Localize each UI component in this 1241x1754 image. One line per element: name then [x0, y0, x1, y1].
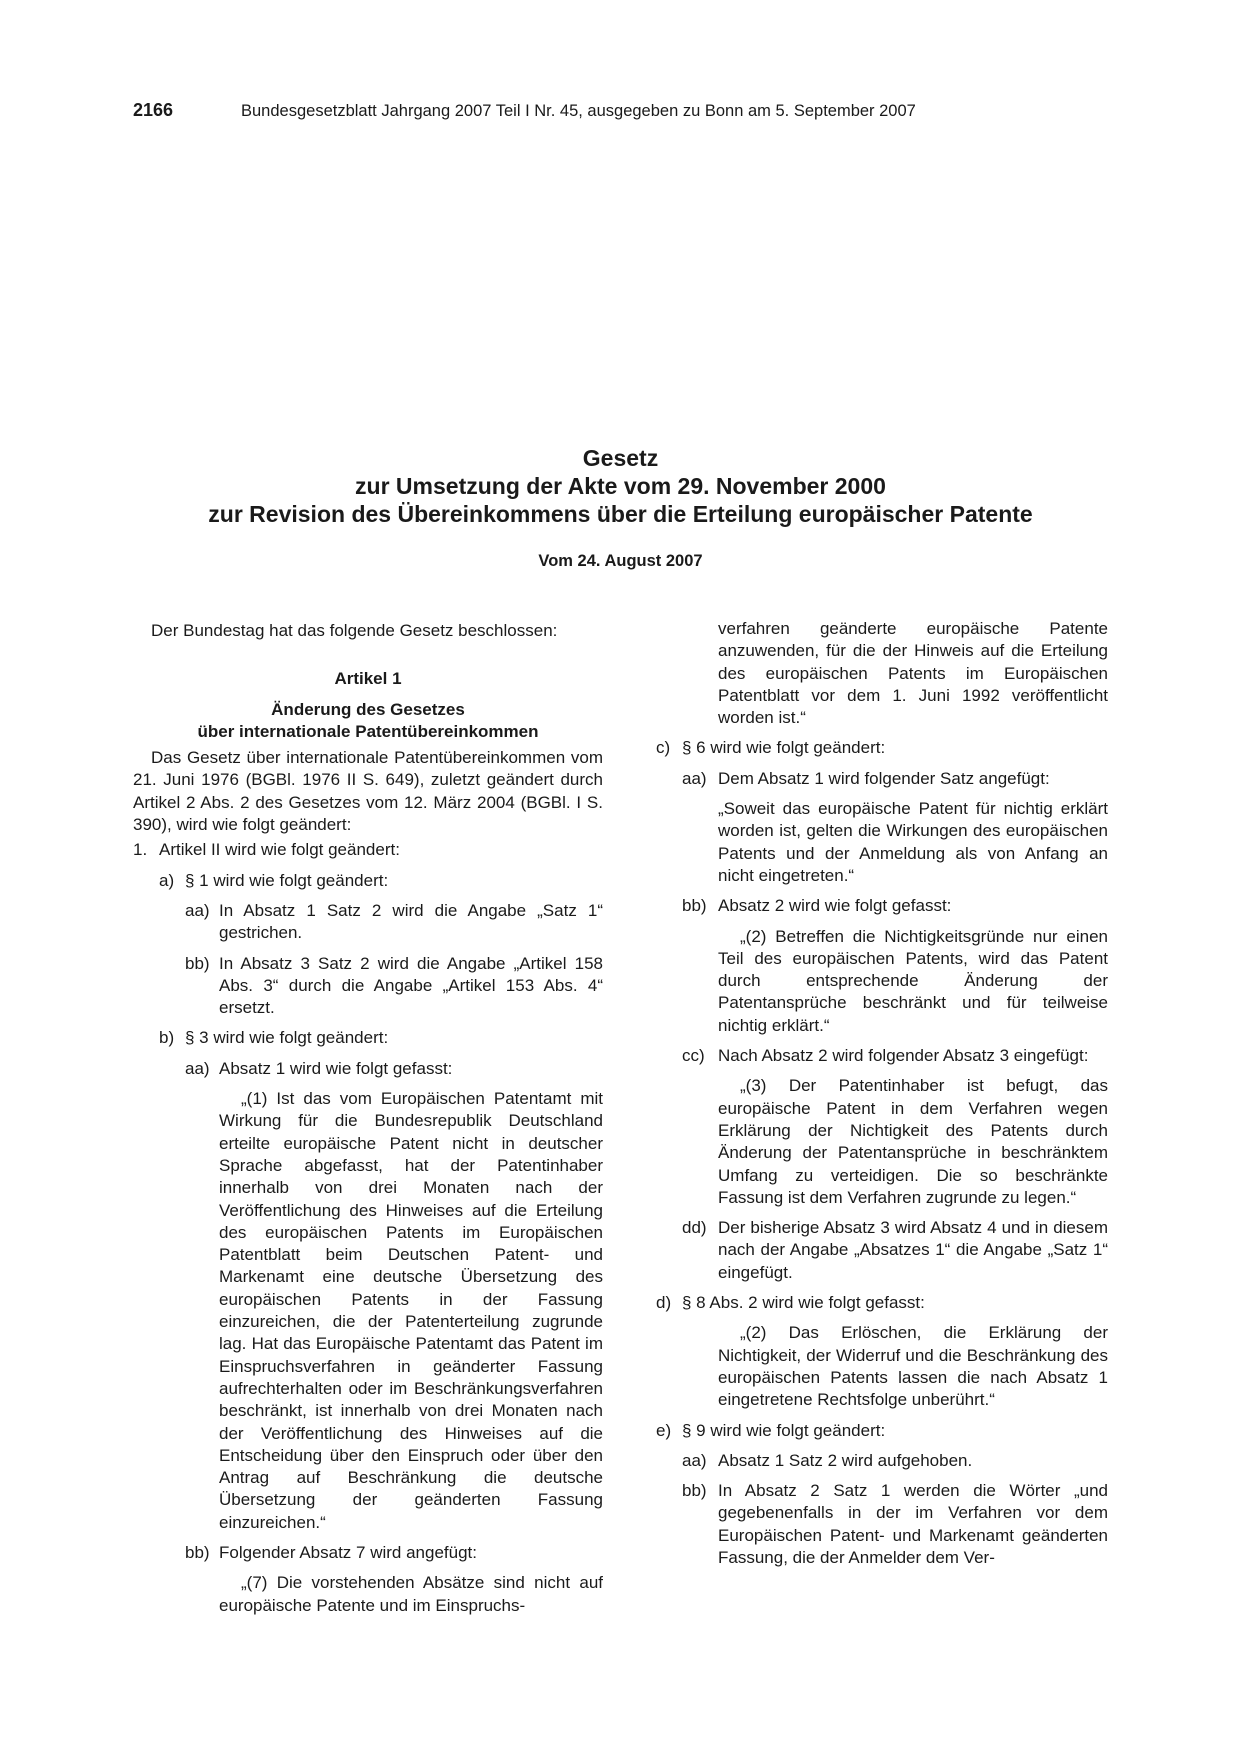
quoted-paragraph: „(2) Betreffen die Nichtigkeitsgründe nur einen Teil des europäischen Patents, wird das Patent durch entsprechende Änderung der Patentansprüche beschränkt und für teilweise nichtig erklärt.“	[718, 926, 1108, 1035]
article-heading: Artikel 1	[334, 669, 402, 689]
list-marker: aa)	[682, 1450, 707, 1470]
list-marker: c)	[656, 738, 671, 758]
law-title-line-1: Gesetz	[582, 445, 659, 471]
list-item-a-bb	[133, 953, 603, 1020]
list-marker: d)	[656, 1293, 672, 1313]
list-item-text: Nach Absatz 2 wird folgender Absatz 3 eingefügt:	[718, 1046, 1089, 1066]
list-item-text: Absatz 1 Satz 2 wird aufgehoben.	[718, 1450, 973, 1470]
list-item-text: § 1 wird wie folgt geändert:	[185, 870, 389, 890]
quoted-paragraph: „(2) Das Erlöschen, die Erklärung der Nichtigkeit, der Widerruf und die Beschränkung des europäischen Patents lassen die nach Absatz 1 eingetretene Rechtsfolge unberührt.“	[718, 1323, 1108, 1410]
list-item-text: § 6 wird wie folgt geändert:	[682, 738, 886, 758]
quoted-paragraph-continued: verfahren geänderte europäische Patente anzuwenden, für die der Hinweis auf die Erteilung des europäischen Patents im Europäischen Patentblatt vor dem 1. Juni 1992 veröffentlicht worden ist.“	[718, 619, 1108, 728]
list-item-b-bb	[133, 1542, 603, 1564]
quoted-paragraph: „(3) Der Patentinhaber ist befugt, das europäische Patent in dem Verfahren wegen Erklärung der Nichtigkeit des Patents durch Änderung der Patentansprüche in beschränktem Umfang zu verteidigen. Die so beschränkte Fassung ist dem Verfahren zugrunde zu legen.“	[718, 1076, 1108, 1207]
list-item-e-aa	[656, 1450, 1108, 1472]
list-marker: a)	[159, 870, 175, 890]
article-title-line-1: Änderung des Gesetzes	[271, 699, 465, 719]
list-item-text: § 3 wird wie folgt geändert:	[185, 1028, 389, 1048]
list-marker: bb)	[682, 896, 707, 916]
list-item-text: Absatz 1 wird wie folgt gefasst:	[219, 1058, 453, 1078]
list-item-text: Der bisherige Absatz 3 wird Absatz 4 und in diesem nach der Angabe „Absatzes 1“ die Angabe „Satz 1“ eingefügt.	[718, 1218, 1108, 1282]
list-marker: b)	[159, 1028, 175, 1048]
list-item-c-aa	[656, 768, 1108, 790]
gazette-line: Bundesgesetzblatt Jahrgang 2007 Teil I Nr. 45, ausgegeben zu Bonn am 5. September 2007	[241, 102, 916, 120]
list-item-e-bb	[656, 1480, 1108, 1569]
list-item-c-dd	[656, 1217, 1108, 1284]
list-marker: e)	[656, 1420, 672, 1440]
list-item-b-aa	[133, 1058, 603, 1080]
list-item-b	[133, 1027, 603, 1049]
list-item-a	[133, 870, 603, 892]
list-item-text: In Absatz 1 Satz 2 wird die Angabe „Satz 1“ gestrichen.	[219, 900, 603, 943]
list-item-text: § 9 wird wie folgt geändert:	[682, 1420, 886, 1440]
law-title-line-3: zur Revision des Übereinkommens über die Erteilung europäischer Patente	[208, 501, 1033, 527]
quoted-paragraph: „(1) Ist das vom Europäischen Patentamt mit Wirkung für die Bundesrepublik Deutschland erteilte europäische Patent nicht in deutscher Sprache abgefasst, hat der Patentinhaber innerhalb von drei Monaten nach der Veröffentlichung des Hinweises auf die Erteilung des europäischen Patents im Europäischen Patentblatt beim Deutschen Patent- und Markenamt eine deutsche Übersetzung des europäischen Patents in der Fassung einzureichen, die der Patenterteilung zugrunde lag. Hat das Europäische Patentamt das Patent im Einspruchsverfahren in geänderter Fassung aufrechterhalten oder im Beschränkungsverfahren beschränkt, ist innerhalb von drei Monaten nach der Veröffentlichung des Hinweises auf die Entscheidung über den Einspruch oder über den Antrag auf Beschränkung die deutsche Übersetzung der geänderten Fassung einzureichen.“	[219, 1089, 603, 1532]
law-date: Vom 24. August 2007	[538, 552, 703, 570]
enacting-clause: Der Bundestag hat das folgende Gesetz beschlossen:	[151, 621, 558, 640]
quoted-paragraph: „Soweit das europäische Patent für nichtig erklärt worden ist, gelten die Wirkungen des europäischen Patents und der Anmeldung als von Anfang an nicht eingetreten.“	[718, 799, 1108, 885]
quoted-paragraph: „(7) Die vorstehenden Absätze sind nicht auf europäische Patente und im Einspruchs-	[219, 1573, 603, 1615]
list-item-text: In Absatz 2 Satz 1 werden die Wörter „und gegebenenfalls in der im Verfahren vor dem Europäischen Patent- und Markenamt geänderten Fassung, die der Anmelder dem Ver-	[718, 1481, 1108, 1567]
list-item-c-cc	[656, 1045, 1108, 1067]
list-marker: aa)	[185, 1058, 210, 1078]
list-item-c	[656, 737, 1108, 759]
list-item-text: Absatz 2 wird wie folgt gefasst:	[718, 896, 952, 916]
list-item-c-bb	[656, 895, 1108, 917]
list-marker: aa)	[185, 900, 210, 920]
list-item-text: § 8 Abs. 2 wird wie folgt gefasst:	[682, 1293, 925, 1313]
list-item-1	[133, 839, 603, 861]
list-marker: dd)	[682, 1218, 707, 1238]
left-column	[133, 620, 603, 1617]
list-item-e	[656, 1420, 1108, 1442]
law-title	[0, 444, 1241, 528]
list-marker: bb)	[185, 1542, 210, 1562]
article-title-line-2: über internationale Patentübereinkommen	[197, 721, 539, 741]
article-intro: Das Gesetz über internationale Patentübereinkommen vom 21. Juni 1976 (BGBl. 1976 II S. 649), zuletzt geändert durch Artikel 2 Abs. 2 des Gesetzes vom 12. März 2004 (BGBl. I S. 390), wird wie folgt geändert:	[133, 748, 603, 835]
list-item-text: Artikel II wird wie folgt geändert:	[159, 840, 400, 860]
list-marker: bb)	[682, 1481, 707, 1501]
list-marker: bb)	[185, 953, 210, 973]
page-number: 2166	[133, 100, 174, 120]
list-item-d	[656, 1292, 1108, 1314]
list-marker: cc)	[682, 1046, 705, 1066]
law-title-line-2: zur Umsetzung der Akte vom 29. November 2000	[355, 473, 886, 499]
list-item-text: In Absatz 3 Satz 2 wird die Angabe „Artikel 158 Abs. 3“ durch die Angabe „Artikel 153 Abs. 4“ ersetzt.	[219, 953, 603, 1018]
right-column	[656, 618, 1108, 1569]
list-item-text: Dem Absatz 1 wird folgender Satz angefügt:	[718, 768, 1050, 788]
page-header	[133, 100, 1121, 121]
list-marker: aa)	[682, 768, 707, 788]
list-item-a-aa	[133, 900, 603, 945]
list-marker: 1.	[133, 840, 148, 860]
list-item-text: Folgender Absatz 7 wird angefügt:	[219, 1542, 477, 1562]
